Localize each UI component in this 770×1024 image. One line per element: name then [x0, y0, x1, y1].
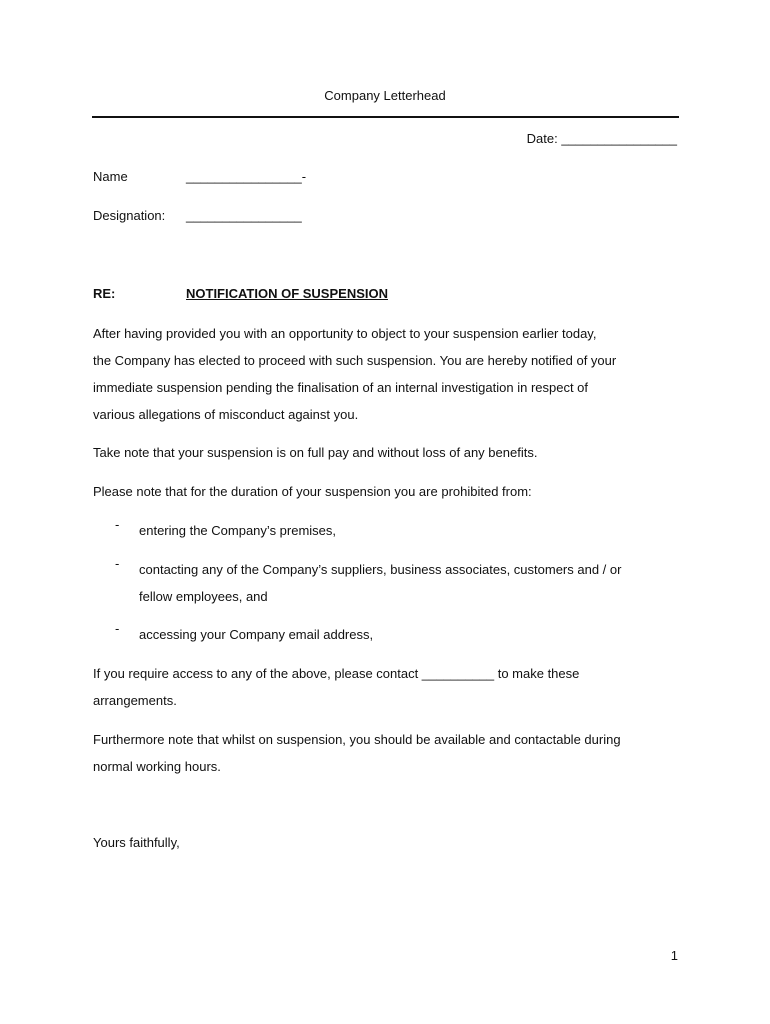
bullet-dash: - — [115, 517, 120, 532]
letterhead-title: Company Letterhead — [324, 88, 446, 103]
bullet-item-premises — [139, 517, 684, 544]
re-label: RE: — [93, 286, 116, 301]
paragraph-prohibited: Please note that for the duration of your suspension you are prohibited from: — [93, 484, 532, 499]
paragraph-full-pay: Take note that your suspension is on full pay and without loss of any benefits. — [93, 445, 538, 460]
paragraph-line: After having provided you with an opportunity to object to your suspension earlier today, — [93, 326, 597, 341]
paragraph-line: normal working hours. — [93, 759, 221, 774]
paragraph-line: If you require access to any of the above, please contact __________ to make these — [93, 666, 580, 681]
bullet-line: accessing your Company email address, — [139, 627, 374, 642]
bullet-line: contacting any of the Company’s suppliers, business associates, customers and / or — [139, 562, 622, 577]
re-title: NOTIFICATION OF SUSPENSION — [186, 286, 388, 301]
name-blank: ________________ — [186, 169, 302, 184]
paragraph-line: the Company has elected to proceed with such suspension. You are hereby notified of your — [93, 353, 617, 368]
name-label: Name — [93, 169, 128, 184]
paragraph-access-contact — [93, 660, 683, 714]
designation-blank: ________________ — [186, 208, 302, 223]
paragraph-availability — [93, 726, 683, 780]
paragraph-line: immediate suspension pending the finalisation of an internal investigation in respect of — [93, 380, 589, 395]
page-number: 1 — [670, 948, 678, 963]
bullet-item-contacting — [139, 556, 684, 610]
paragraph-line: various allegations of misconduct against you. — [93, 407, 359, 422]
bullet-line: entering the Company’s premises, — [139, 523, 337, 538]
paragraph-line: arrangements. — [93, 693, 177, 708]
designation-label: Designation: — [93, 208, 166, 223]
paragraph-suspension-notice — [93, 320, 683, 428]
date-row — [527, 131, 677, 146]
date-blank: ________________ — [561, 131, 677, 146]
name-value — [186, 169, 306, 184]
closing-salutation: Yours faithfully, — [93, 835, 180, 850]
letterhead-divider — [92, 116, 679, 118]
bullet-line: fellow employees, and — [139, 589, 268, 604]
bullet-item-email — [139, 621, 684, 648]
paragraph-line: Furthermore note that whilst on suspension, you should be available and contactable during — [93, 732, 621, 747]
bullet-dash: - — [115, 621, 120, 636]
bullet-dash: - — [115, 556, 120, 571]
name-suffix: - — [301, 169, 307, 184]
date-label: Date: — [526, 131, 558, 146]
